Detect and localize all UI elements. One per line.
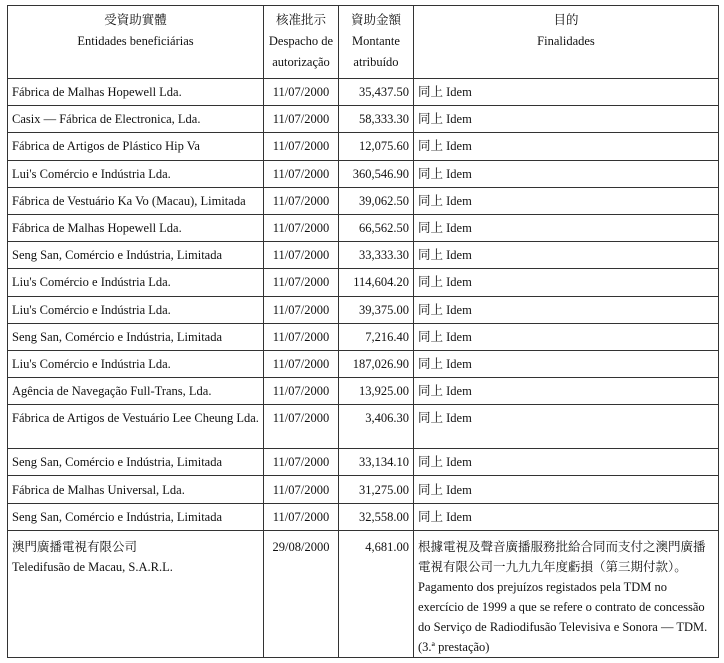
date-cell: 11/07/2000	[264, 323, 339, 350]
entity-cell: Liu's Comércio e Indústria Lda.	[8, 350, 264, 377]
amount-cell: 114,604.20	[339, 269, 414, 296]
date-cell: 11/07/2000	[264, 187, 339, 214]
header-amount	[339, 6, 414, 79]
header-entity-pt: Entidades beneficiárias	[77, 34, 194, 48]
amount-cell: 4,681.00	[339, 530, 414, 657]
purpose-cell: 同上 Idem	[414, 106, 719, 133]
amount-cell: 187,026.90	[339, 350, 414, 377]
amount-cell: 13,925.00	[339, 378, 414, 405]
entity-cn: 澳門廣播電視有限公司	[12, 539, 138, 554]
date-cell: 11/07/2000	[264, 214, 339, 241]
table-row	[8, 160, 719, 187]
header-purpose	[414, 6, 719, 79]
entity-cell: Fábrica de Vestuário Ka Vo (Macau), Limitada	[8, 187, 264, 214]
amount-cell: 12,075.60	[339, 133, 414, 160]
entity-cell: Fábrica de Malhas Hopewell Lda.	[8, 214, 264, 241]
header-entity	[8, 6, 264, 79]
purpose-cell: 同上 Idem	[414, 378, 719, 405]
date-cell: 11/07/2000	[264, 269, 339, 296]
date-cell: 11/07/2000	[264, 242, 339, 269]
purpose-cell: 同上 Idem	[414, 350, 719, 377]
purpose-cell: 同上 Idem	[414, 214, 719, 241]
amount-cell: 360,546.90	[339, 160, 414, 187]
amount-cell: 39,375.00	[339, 296, 414, 323]
entity-cell: Seng San, Comércio e Indústria, Limitada	[8, 323, 264, 350]
entity-pt: Teledifusão de Macau, S.A.R.L.	[12, 559, 173, 574]
date-cell: 29/08/2000	[264, 530, 339, 657]
purpose-pt: Pagamento dos prejuízos registados pela TDM no exercício de 1999 a que se refere o contrato de concessão do Serviço de Radiodifusão Televisiva e Sonora — TDM. (3.ª prestação)	[418, 579, 708, 654]
table-row	[8, 269, 719, 296]
entity-cell: Seng San, Comércio e Indústria, Limitada	[8, 503, 264, 530]
table-row	[8, 133, 719, 160]
purpose-cell: 同上 Idem	[414, 323, 719, 350]
purpose-cn: 根據電視及聲音廣播服務批給合同而支付之澳門廣播電視有限公司一九九九年度虧損（第三期付款）。	[418, 539, 706, 574]
purpose-cell: 同上 Idem	[414, 79, 719, 106]
header-date-pt-2: autorização	[272, 55, 330, 69]
amount-cell: 39,062.50	[339, 187, 414, 214]
purpose-cell: 同上 Idem	[414, 187, 719, 214]
amount-cell: 33,333.30	[339, 242, 414, 269]
amount-cell: 33,134.10	[339, 449, 414, 476]
table-row	[8, 323, 719, 350]
amount-cell: 35,437.50	[339, 79, 414, 106]
purpose-cell: 同上 Idem	[414, 476, 719, 503]
purpose-cell: 同上 Idem	[414, 296, 719, 323]
amount-cell: 7,216.40	[339, 323, 414, 350]
header-date-cn: 核准批示	[275, 13, 326, 27]
purpose-cell: 同上 Idem	[414, 160, 719, 187]
table-row-last	[8, 530, 719, 657]
purpose-cell	[414, 530, 719, 657]
date-cell: 11/07/2000	[264, 378, 339, 405]
date-cell: 11/07/2000	[264, 476, 339, 503]
entity-cell: Fábrica de Malhas Hopewell Lda.	[8, 79, 264, 106]
header-date-pt-1: Despacho de	[268, 34, 334, 48]
date-cell: 11/07/2000	[264, 350, 339, 377]
date-cell: 11/07/2000	[264, 160, 339, 187]
date-cell: 11/07/2000	[264, 133, 339, 160]
entity-cell: Seng San, Comércio e Indústria, Limitada	[8, 449, 264, 476]
date-cell: 11/07/2000	[264, 106, 339, 133]
header-date	[264, 6, 339, 79]
entity-cell: Seng San, Comércio e Indústria, Limitada	[8, 242, 264, 269]
entity-cell: Casix — Fábrica de Electronica, Lda.	[8, 106, 264, 133]
date-cell: 11/07/2000	[264, 405, 339, 449]
table-row	[8, 214, 719, 241]
amount-cell: 58,333.30	[339, 106, 414, 133]
entity-cell: Lui's Comércio e Indústria Lda.	[8, 160, 264, 187]
table-row	[8, 503, 719, 530]
table-row	[8, 378, 719, 405]
header-purpose-cn: 目的	[553, 13, 579, 27]
date-cell: 11/07/2000	[264, 449, 339, 476]
date-cell: 11/07/2000	[264, 503, 339, 530]
entity-cell: Liu's Comércio e Indústria Lda.	[8, 296, 264, 323]
amount-cell: 31,275.00	[339, 476, 414, 503]
entity-cell: Liu's Comércio e Indústria Lda.	[8, 269, 264, 296]
purpose-cell: 同上 Idem	[414, 133, 719, 160]
subsidy-table	[7, 5, 719, 658]
table-row	[8, 242, 719, 269]
purpose-cell: 同上 Idem	[414, 503, 719, 530]
purpose-cell: 同上 Idem	[414, 449, 719, 476]
purpose-cell: 同上 Idem	[414, 242, 719, 269]
table-row	[8, 106, 719, 133]
date-cell: 11/07/2000	[264, 296, 339, 323]
header-amount-pt-1: Montante	[352, 34, 400, 48]
table-row	[8, 187, 719, 214]
date-cell: 11/07/2000	[264, 79, 339, 106]
table-row	[8, 296, 719, 323]
entity-cell: Agência de Navegação Full-Trans, Lda.	[8, 378, 264, 405]
purpose-cell: 同上 Idem	[414, 405, 719, 449]
table-row	[8, 476, 719, 503]
table-row	[8, 405, 719, 449]
header-purpose-pt: Finalidades	[537, 34, 595, 48]
amount-cell: 66,562.50	[339, 214, 414, 241]
entity-cell: Fábrica de Artigos de Plástico Hip Va	[8, 133, 264, 160]
table-row	[8, 350, 719, 377]
amount-cell: 3,406.30	[339, 405, 414, 449]
entity-cell	[8, 530, 264, 657]
document-page	[7, 5, 718, 658]
header-amount-pt-2: atribuído	[353, 55, 399, 69]
header-amount-cn: 資助金額	[350, 13, 401, 27]
header-row	[8, 6, 719, 79]
entity-cell: Fábrica de Artigos de Vestuário Lee Cheung Lda.	[8, 405, 264, 449]
amount-cell: 32,558.00	[339, 503, 414, 530]
header-entity-cn: 受資助實體	[104, 13, 167, 27]
table-row	[8, 79, 719, 106]
table-row	[8, 449, 719, 476]
entity-cell: Fábrica de Malhas Universal, Lda.	[8, 476, 264, 503]
purpose-cell: 同上 Idem	[414, 269, 719, 296]
